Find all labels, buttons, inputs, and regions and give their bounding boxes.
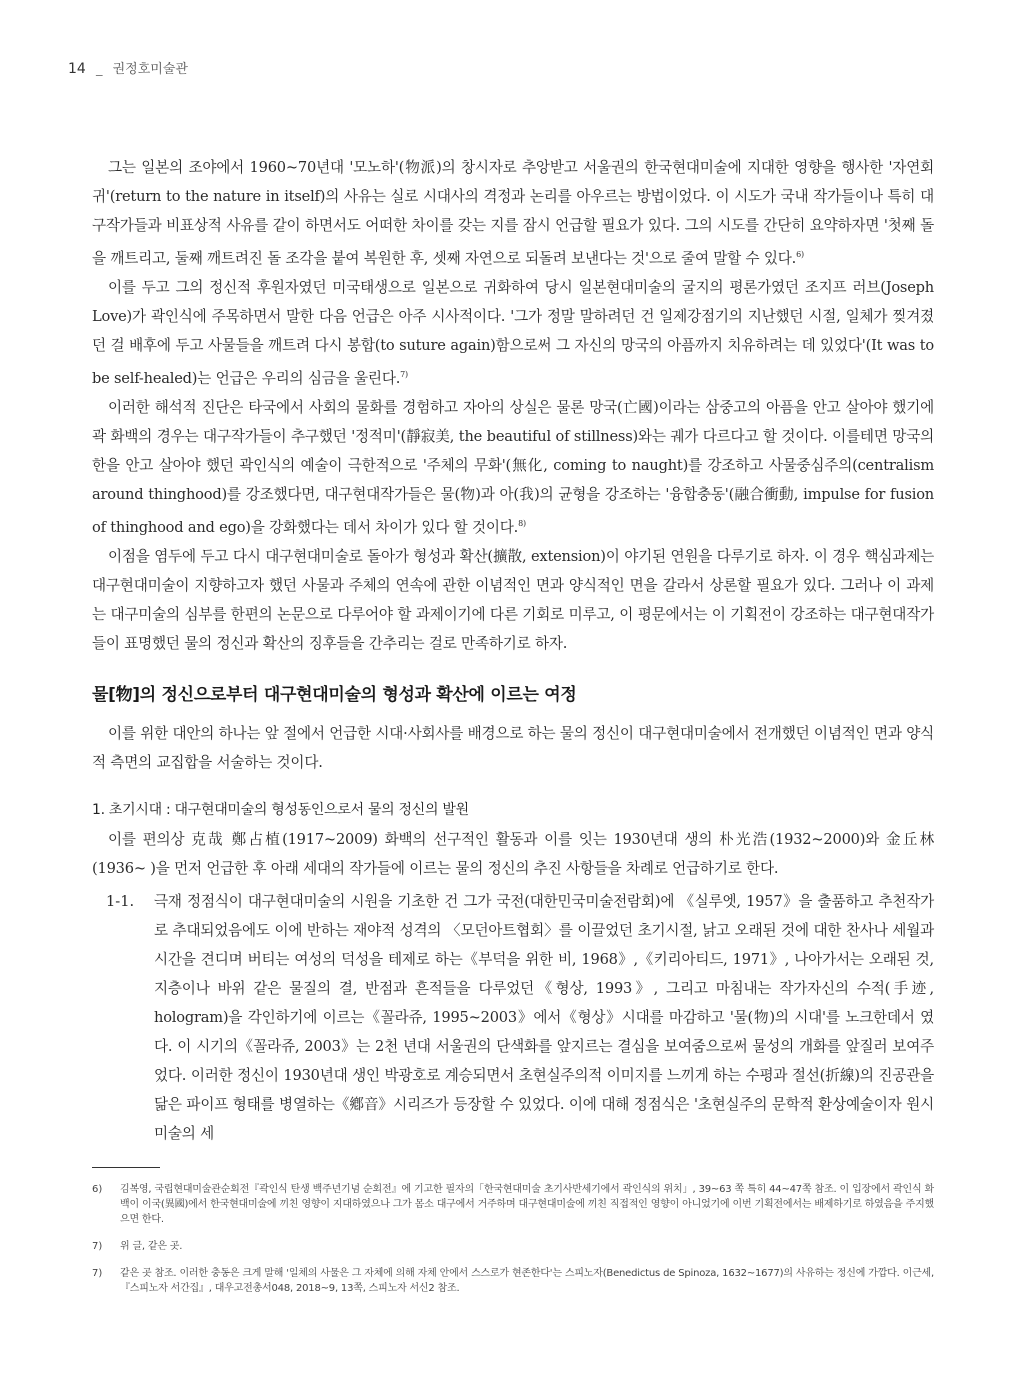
running-header (68, 58, 188, 77)
footnote-ref-6: 6) (796, 250, 804, 259)
list-item-label: 1-1. (106, 892, 135, 910)
paragraph-4: 이점을 염두에 두고 다시 대구현대미술로 돌아가 형성과 확산(擴散, extension)이 야기된 연원을 다루기로 하자. 이 경우 핵심과제는 대구현대미술이 지향하고자 했던 사물과 주체의 연속에 관한 이념적인 면과 양식적인 면을 갈라서 상론할 필요가 있다. 그러나 이 과제는 대구미술의 심부를 한편의 논문으로 다루어야 할 과제이기에 다른 기회로 미루고, 이 평문에서는 이 기획전이 강조하는 대구현대작가들이 표명했던 물의 정신과 확산의 징후들을 간추리는 걸로 만족하기로 하자. (92, 547, 934, 652)
footnote (92, 1266, 934, 1296)
footnote-text: 위 글, 같은 곳. (120, 1241, 183, 1252)
footnote (92, 1182, 934, 1227)
paragraph-3: 이러한 해석적 진단은 타국에서 사회의 물화를 경험하고 자아의 상실은 물론 망국(亡國)이라는 삼중고의 아픔을 안고 살아야 했기에 곽 화백의 경우는 대구작가들이 추구했던 '정적미'(靜寂美, the beautiful of stillness)와는 궤가 다르다고 할 것이다. 이를테면 망국의 한을 안고 살아야 했던 곽인식의 예술이 극한적으로 '주체의 무화'(無化, coming to naught)를 강조하고 사물중심주의(centralism around thinghood)를 강조했다면, 대구현대작가들은 물(物)과 아(我)의 균형을 강조하는 '융합충동'(融合衝動, impulse for fusion of thinghood and ego)을 강화했다는 데서 차이가 있다 할 것이다.$^{8)}$ (92, 398, 934, 536)
paragraph-6: 이를 편의상 克哉 鄭占植(1917~2009) 화백의 선구적인 활동과 이를 잇는 1930년대 생의 朴光浩(1932~2000)와 金丘林(1936~ )을 먼저 언급한 후 아래 세대의 작가들에 이르는 물의 정신의 추진 사항들을 차례로 언급하기로 한다. (92, 830, 934, 877)
main-body (92, 153, 934, 1148)
list-item-text: 극재 정점식이 대구현대미술의 시원을 기초한 건 그가 국전(대한민국미술전람회)에 《실루엣, 1957》을 출품하고 추천작가로 추대되었음에도 이에 반하는 재야적 성격의 〈모던아트협회〉를 이끌었던 초기시절, 낡고 오래된 것에 대한 찬사나 세월과 시간을 견디며 버티는 여성의 덕성을 테제로 하는《부덕을 위한 비, 1968》,《키리아티드, 1971》, 나아가서는 오래된 것, 지층이나 바위 같은 물질의 결, 반점과 흔적들을 다루었던《형상, 1993》, 그리고 마침내는 작가자신의 수적(手迹, hologram)을 각인하기에 이르는《꼴라쥬, 1995~2003》에서《형상》시대를 마감하고 '물(物)의 시대'를 노크한데서 였다. 이 시기의《꼴라쥬, 2003》는 2천 년대 서울권의 단색화를 앞지르는 결심을 보여줌으로써 물성의 개화를 앞질러 보여주었다. 이러한 정신이 1930년대 생인 박광호로 계승되면서 초현실주의적 이미지를 느끼게 하는 수평과 절선(折線)의 진공관을 닮은 파이프 형태를 병열하는《鄕音》시리즈가 등장할 수 있었다. 이에 대해 정점식은 '초현실주의 문학적 환상예술이자 원시미술의 세 (154, 892, 934, 1142)
running-title: 권정호미술관 (112, 62, 188, 77)
footnote-rule (92, 1167, 160, 1168)
footnote-text: 김복영, 국립현대미술관순회전『곽인식 탄생 백주년기념 순회전』에 기고한 필자의「한국현대미술 초기사반세기에서 곽인식의 위치」, 39~63 쪽 특히 44~47쪽 참조. 이 입장에서 곽인식 화백이 이국(異國)에서 한국현대미술에 끼친 영향이 지대하였으나 그가 몸소 대구에서 거주하며 대구현대미술에 끼친 직접적인 영향이 아니었기에 이번 기획전에서는 배제하기로 하였음을 주지했으면 한다. (120, 1184, 934, 1225)
paragraph-1: 그는 일본의 조야에서 1960~70년대 '모노하'(物派)의 창시자로 추앙받고 서울권의 한국현대미술에 지대한 영향을 행사한 '자연회귀'(return to the nature in itself)의 사유는 실로 시대사의 격정과 논리를 아우르는 방법이었다. 이 시도가 국내 작가들이나 특히 대구작가들과 비표상적 사유를 같이 하면서도 어떠한 차이를 갖는 지를 잠시 언급할 필요가 있다. 그의 시도를 간단히 요약하자면 '첫째 돌을 깨트리고, 둘째 깨트려진 돌 조각을 붙여 복원한 후, 셋째 자연으로 되돌려 보낸다는 것'으로 줄여 말할 수 있다.$^{6)}$ (92, 159, 934, 267)
section-heading: 물[物]의 정신으로부터 대구현대미술의 형성과 확산에 이르는 여정 (92, 684, 577, 705)
paragraph-2: 이를 두고 그의 정신적 후원자였던 미국태생으로 일본으로 귀화하여 당시 일본현대미술의 굴지의 평론가였던 조지프 러브(Joseph Love)가 곽인식에 주목하면서 말한 다음 언급은 아주 시사적이다. '그가 정말 말하려던 건 일제강점기의 지난했던 시절, 일체가 찢겨졌던 걸 배후에 두고 사물들을 깨트려 다시 봉합(to suture again)함으로써 그 자신의 망국의 아픔까지 치유하려는 데 있었다'(It was to be self-healed)는 언급은 우리의 심금을 울린다.$^{7)}$ (92, 278, 934, 387)
paragraph-5: 이를 위한 대안의 하나는 앞 절에서 언급한 시대·사회사를 배경으로 하는 물의 정신이 대구현대미술에서 전개했던 이념적인 면과 양식적 측면의 교집합을 서술하는 것이다. (92, 724, 934, 771)
footnotes (92, 1182, 934, 1308)
footnote-number: 7) (92, 1241, 103, 1252)
footnote (92, 1239, 934, 1254)
page-number: 14 (68, 61, 86, 77)
footnote-ref-7: 7) (400, 369, 408, 379)
header-separator: _ (95, 62, 103, 77)
footnote-ref-8: 8) (518, 518, 526, 528)
footnote-text: 같은 곳 참조. 이러한 충동은 크게 말해 '일체의 사물은 그 자체에 의해 자체 안에서 스스로가 현존한다'는 스피노자(Benedictus de Spinoza, 1632~1677)의 사유하는 정신에 가깝다. 이근세, 『스피노자 서간집』, 대우고전총서048, 2018~9, 13쪽, 스피노자 서신2 참조. (120, 1268, 934, 1294)
footnote-number: 6) (92, 1184, 103, 1195)
footnote-number: 7) (92, 1268, 103, 1279)
list-item-1-1 (92, 887, 934, 1148)
subsection-heading: 1. 초기시대 : 대구현대미술의 형성동인으로서 물의 정신의 발원 (92, 801, 469, 818)
